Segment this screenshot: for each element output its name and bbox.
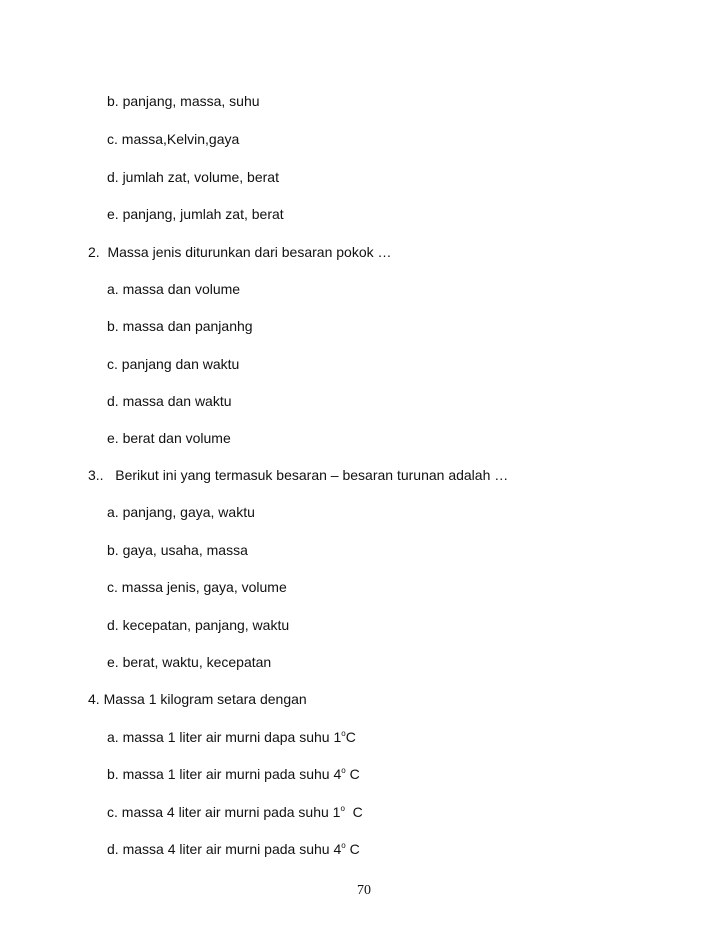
q4-option-b <box>107 765 360 783</box>
q4-option-c <box>107 803 363 821</box>
q2-option-b: b. massa dan panjanhg <box>107 318 253 334</box>
q4-option-d <box>107 840 360 858</box>
q1-option-b: b. panjang, massa, suhu <box>107 93 260 109</box>
q3-option-b: b. gaya, usaha, massa <box>107 542 248 558</box>
q3-option-a: a. panjang, gaya, waktu <box>107 504 255 520</box>
q2-option-d: d. massa dan waktu <box>107 393 232 409</box>
q4-option-d-text: d. massa 4 liter air murni pada suhu 4 <box>107 841 342 857</box>
q2-option-a: a. massa dan volume <box>107 281 241 297</box>
q4-option-b-text: b. massa 1 liter air murni pada suhu 4 <box>107 766 342 782</box>
q4-option-a-unit: C <box>345 729 356 745</box>
degree-symbol: o <box>340 804 345 813</box>
question-2: 2. Massa jenis diturunkan dari besaran pokok … <box>88 244 392 260</box>
degree-symbol: o <box>341 729 346 738</box>
page-number: 70 <box>357 883 371 898</box>
q4-option-b-unit: C <box>345 766 360 782</box>
q1-option-e: e. panjang, jumlah zat, berat <box>107 206 284 222</box>
q4-option-c-text: c. massa 4 liter air murni pada suhu 1 <box>107 804 341 820</box>
q4-option-a <box>107 728 356 746</box>
question-3: 3.. Berikut ini yang termasuk besaran – besaran turunan adalah … <box>88 467 509 483</box>
q3-option-e: e. berat, waktu, kecepatan <box>107 654 272 670</box>
q3-option-c: c. massa jenis, gaya, volume <box>107 579 287 595</box>
q2-option-e: e. berat dan volume <box>107 430 231 446</box>
q4-option-d-unit: C <box>345 841 360 857</box>
q4-option-c-unit: C <box>344 804 363 820</box>
q1-option-d: d. jumlah zat, volume, berat <box>107 169 279 185</box>
q1-option-c: c. massa,Kelvin,gaya <box>107 131 240 147</box>
question-4: 4. Massa 1 kilogram setara dengan <box>88 691 307 707</box>
q2-option-c: c. panjang dan waktu <box>107 356 240 372</box>
degree-symbol: o <box>341 766 346 775</box>
degree-symbol: o <box>341 841 346 850</box>
q4-option-a-text: a. massa 1 liter air murni dapa suhu 1 <box>107 729 342 745</box>
q3-option-d: d. kecepatan, panjang, waktu <box>107 617 290 633</box>
